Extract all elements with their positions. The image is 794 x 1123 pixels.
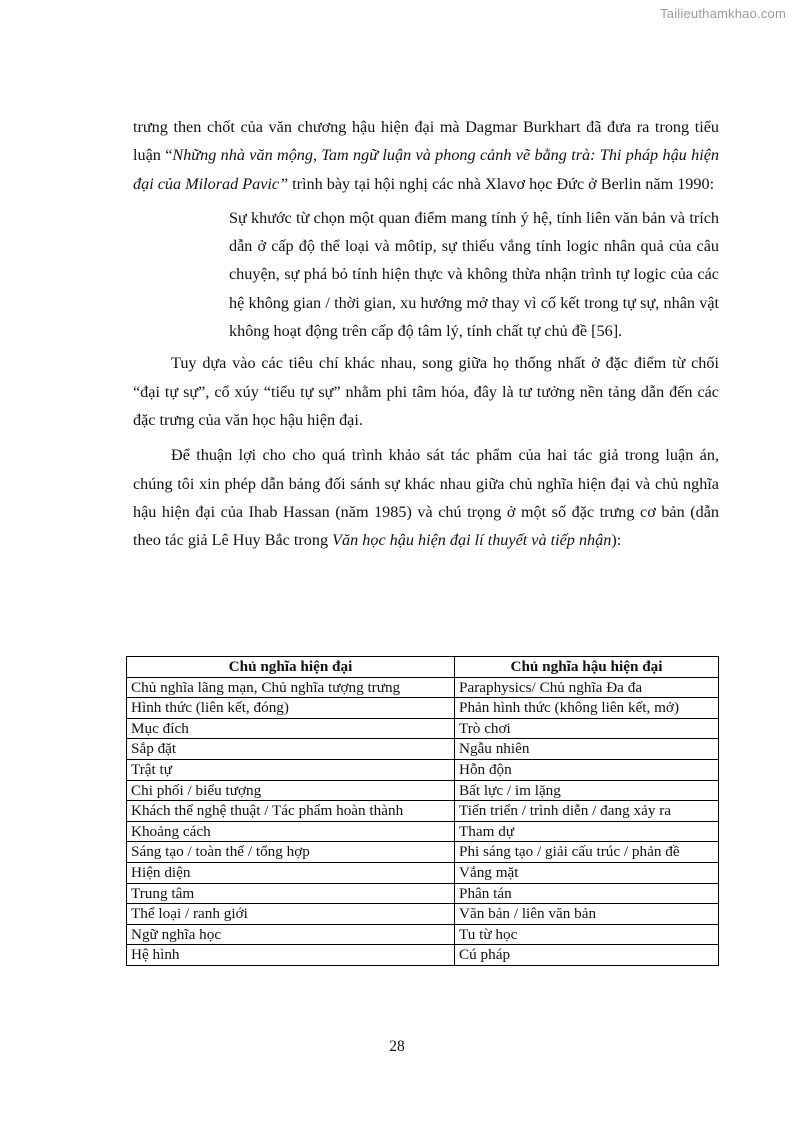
table-row bbox=[127, 924, 719, 945]
header-postmodernism: Chủ nghĩa hậu hiện đại bbox=[455, 657, 719, 678]
page-number: 28 bbox=[389, 1038, 405, 1055]
book-title: Văn học hậu hiện đại lí thuyết và tiếp nhận bbox=[332, 531, 612, 550]
essay-title: Những nhà văn mộng, Tam ngữ luận và phong cảnh vẽ bằng trà: Thi pháp hậu hiện đại của Milorad Pavic” bbox=[133, 146, 719, 193]
cell-modernism: Trật tự bbox=[127, 759, 455, 780]
table-body bbox=[127, 677, 719, 965]
cell-modernism: Hệ hình bbox=[127, 945, 455, 966]
cell-postmodernism: Văn bản / liên văn bản bbox=[455, 904, 719, 925]
cell-postmodernism: Trò chơi bbox=[455, 718, 719, 739]
table-row bbox=[127, 904, 719, 925]
paragraph-intro-text-1: trưng then chốt của văn chương hậu hiện đại mà Dagmar Burkhart đã đưa ra trong tiểu luận “ bbox=[133, 118, 719, 165]
paragraph-table-intro bbox=[133, 441, 719, 554]
table-row bbox=[127, 801, 719, 822]
cell-modernism: Trung tâm bbox=[127, 883, 455, 904]
cell-postmodernism: Hỗn độn bbox=[455, 759, 719, 780]
cell-modernism: Chủ nghĩa lãng mạn, Chủ nghĩa tượng trưng bbox=[127, 677, 455, 698]
paragraph-summary: Tuy dựa vào các tiêu chí khác nhau, song giữa họ thống nhất ở đặc điểm từ chối “đại tự sự”, cổ xúy “tiểu tự sự” nhằm phi tâm hóa, đây là tư tưởng nền tảng dẫn đến các đặc trưng của văn học hậu hiện đại. bbox=[133, 354, 719, 429]
table-row bbox=[127, 698, 719, 719]
cell-postmodernism: Bất lực / im lặng bbox=[455, 780, 719, 801]
table-row bbox=[127, 759, 719, 780]
cell-postmodernism: Cú pháp bbox=[455, 945, 719, 966]
table-header-row bbox=[127, 657, 719, 678]
paragraph-table-intro-text-1: Để thuận lợi cho cho quá trình khảo sát tác phẩm của hai tác giả trong luận án, chúng tôi xin phép dẫn bảng đối sánh sự khác nhau giữa chủ nghĩa hiện đại và chủ nghĩa hậu hiện đại của Ihab Hassan (năm 1985) và chú trọng ở một số đặc trưng cơ bản (dẫn theo tác giả Lê Huy Bắc trong bbox=[133, 446, 719, 550]
table-row bbox=[127, 883, 719, 904]
cell-modernism: Hình thức (liên kết, đóng) bbox=[127, 698, 455, 719]
block-quote: Sự khước từ chọn một quan điểm mang tính ý hệ, tính liên văn bản và trích dẫn ở cấp độ thể loại và môtip, sự thiếu vắng tính logic nhân quả của câu chuyện, sự phá bỏ tính hiện thực và không thừa nhận trình tự logic của các hệ không gian / thời gian, xu hướng mở thay vì cố kết trong tự sự, nhân vật không hoạt động trên cấp độ tâm lý, tính chất tự chủ đề [56]. bbox=[229, 208, 719, 341]
cell-postmodernism: Vắng mặt bbox=[455, 862, 719, 883]
cell-modernism: Thể loại / ranh giới bbox=[127, 904, 455, 925]
cell-postmodernism: Phản hình thức (không liên kết, mở) bbox=[455, 698, 719, 719]
cell-postmodernism: Phi sáng tạo / giải cấu trúc / phản đề bbox=[455, 842, 719, 863]
cell-modernism: Mục đích bbox=[127, 718, 455, 739]
table-row bbox=[127, 945, 719, 966]
cell-modernism: Khoảng cách bbox=[127, 821, 455, 842]
cell-postmodernism: Tiến triển / trình diễn / đang xảy ra bbox=[455, 801, 719, 822]
table-row bbox=[127, 739, 719, 760]
header-modernism: Chủ nghĩa hiện đại bbox=[127, 657, 455, 678]
cell-modernism: Ngữ nghĩa học bbox=[127, 924, 455, 945]
page-body bbox=[133, 113, 719, 554]
cell-postmodernism: Tham dự bbox=[455, 821, 719, 842]
cell-modernism: Khách thể nghệ thuật / Tác phẩm hoàn thành bbox=[127, 801, 455, 822]
paragraph-intro-text-2: trình bày tại hội nghị các nhà Xlavơ học Đức ở Berlin năm 1990: bbox=[288, 174, 715, 193]
paragraph-table-intro-text-2: ): bbox=[611, 531, 622, 550]
cell-modernism: Sắp đặt bbox=[127, 739, 455, 760]
table-row bbox=[127, 821, 719, 842]
cell-modernism: Chi phối / biểu tượng bbox=[127, 780, 455, 801]
cell-postmodernism: Paraphysics/ Chủ nghĩa Đa đa bbox=[455, 677, 719, 698]
paragraph-intro bbox=[133, 113, 719, 198]
cell-modernism: Hiện diện bbox=[127, 862, 455, 883]
table-row bbox=[127, 862, 719, 883]
table-row bbox=[127, 842, 719, 863]
table-row bbox=[127, 677, 719, 698]
table-row bbox=[127, 780, 719, 801]
cell-postmodernism: Phân tán bbox=[455, 883, 719, 904]
cell-postmodernism: Tu từ học bbox=[455, 924, 719, 945]
cell-postmodernism: Ngẫu nhiên bbox=[455, 739, 719, 760]
watermark: Tailieuthamkhao.com bbox=[660, 6, 786, 21]
table-row bbox=[127, 718, 719, 739]
comparison-table bbox=[126, 656, 719, 966]
cell-modernism: Sáng tạo / toàn thể / tổng hợp bbox=[127, 842, 455, 863]
